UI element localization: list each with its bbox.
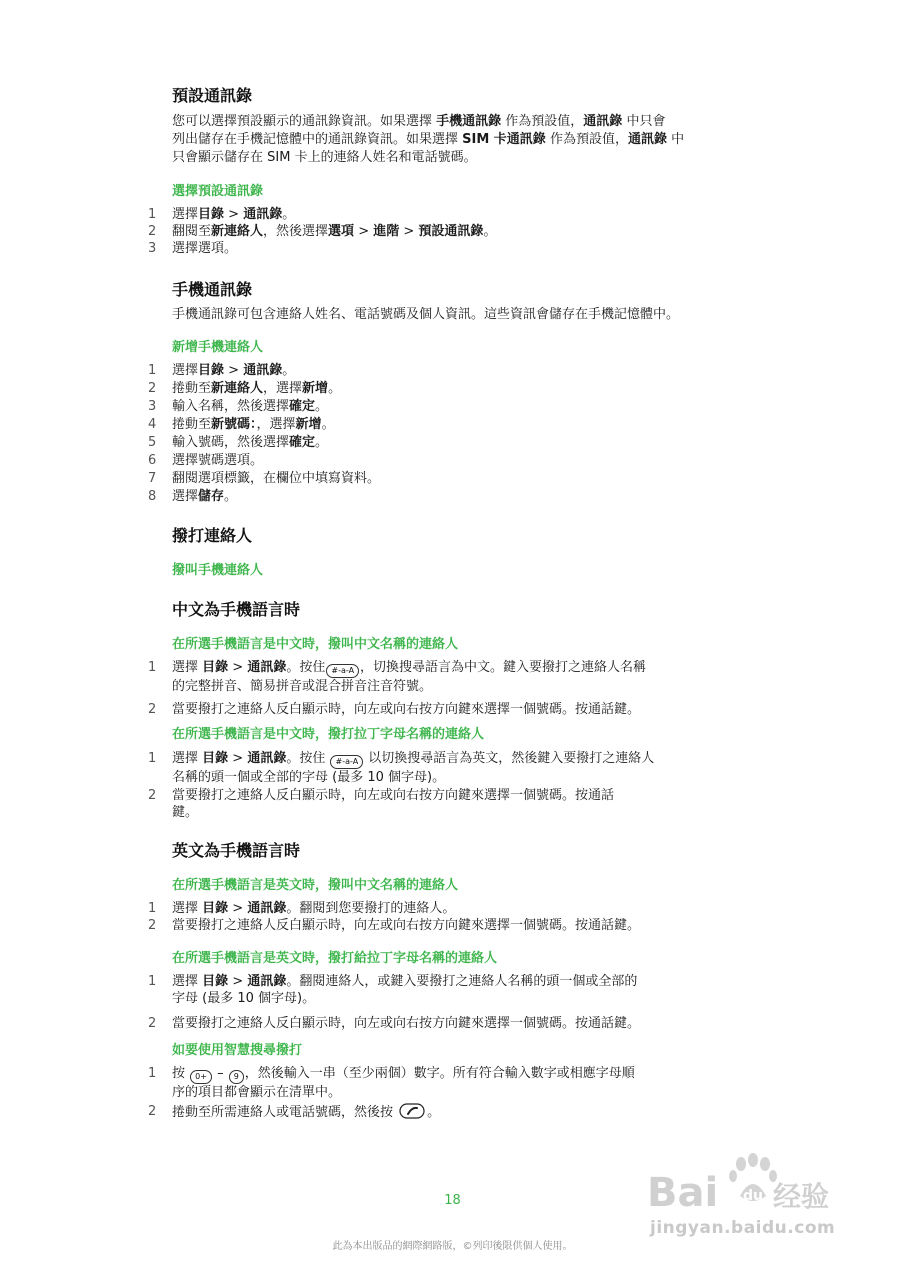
bold-term: 確定 [289, 399, 316, 414]
step-number: 3 [148, 241, 157, 256]
intro-default-contacts [172, 113, 772, 167]
step-text [172, 206, 295, 223]
text-line: 捲動至新號碼：，選擇新增。 [172, 417, 335, 432]
step-number: 1 [148, 974, 157, 989]
step-number: 8 [148, 489, 157, 504]
text-line: 選擇 目錄 > 通訊錄。按住 #-a-A ，切換搜尋語言為中文。鍵入要撥打之連絡人名稱 [172, 659, 646, 678]
step-number: 2 [148, 381, 157, 396]
text-line: 捲動至所需連絡人或電話號碼，然後按 。 [172, 1105, 441, 1120]
step-item [148, 787, 748, 821]
step-item [148, 900, 748, 917]
text-line: 當要撥打之連絡人反白顯示時，向左或向右按方向鍵來選擇一個號碼。按通話鍵。 [172, 1016, 641, 1031]
bold-term: 確定 [289, 435, 316, 450]
text-line: 您可以選擇預設顯示的通訊錄資訊。如果選擇 手機通訊錄 作為預設值，通訊錄 中只會 [172, 114, 666, 129]
bold-term: 通訊錄 [247, 660, 287, 675]
step-item [148, 240, 748, 257]
step-text [172, 398, 328, 415]
step-number: 2 [148, 1016, 157, 1031]
step-number: 1 [148, 1066, 157, 1081]
keypad-key-icon: #-a-A [326, 664, 359, 678]
text-line: 選擇號碼選項。 [172, 453, 264, 468]
bold-term: 通訊錄 [627, 132, 667, 147]
step-item [148, 452, 748, 469]
step-text [172, 917, 640, 934]
step-text [172, 659, 646, 695]
step-text [172, 701, 640, 718]
text-line: 鍵。 [172, 805, 199, 820]
bold-term: 通訊錄 [247, 751, 287, 766]
bold-term: 通訊錄 [243, 363, 283, 378]
keypad-key-icon: #-a-A [330, 755, 363, 769]
step-number: 2 [148, 918, 157, 933]
bold-term: SIM 卡通訊錄 [462, 132, 546, 147]
step-text [172, 787, 614, 821]
step-text [172, 452, 263, 469]
footer-notice: 此為本出版品的網際網路版，©列印後限供個人使用。 [332, 1241, 573, 1252]
step-text [172, 973, 637, 1007]
text-line: 捲動至新連絡人，選擇新增。 [172, 381, 342, 396]
step-item [148, 750, 748, 784]
bold-term: 通訊錄 [243, 207, 283, 222]
step-text [172, 362, 295, 379]
step-item [148, 434, 748, 451]
heading-call-contacts: 撥打連絡人 [172, 526, 253, 545]
step-text [172, 1065, 635, 1101]
text-line: 序的項目都會顯示在清單中。 [172, 1085, 342, 1100]
watermark-url: jingyan.baidu.com [650, 1218, 836, 1238]
subheading-english-call-latin: 在所選手機語言是英文時，撥打給拉丁字母名稱的連絡人 [172, 951, 498, 966]
text-line: 當要撥打之連絡人反白顯示時，向左或向右按方向鍵來選擇一個號碼。按通話鍵。 [172, 918, 641, 933]
text-line: 選擇 目錄 > 通訊錄。翻閱連絡人，或鍵入要撥打之連絡人名稱的頭一個或全部的 [172, 974, 638, 989]
text-line: 名稱的頭一個或全部的字母 (最多 10 個字母)。 [172, 770, 446, 785]
step-item [148, 1103, 748, 1120]
baidu-watermark-logo [645, 1150, 855, 1216]
keypad-key-icon: 0+ [190, 1070, 212, 1084]
step-text [172, 750, 654, 786]
step-number: 1 [148, 363, 157, 378]
step-number: 1 [148, 901, 157, 916]
text-line: 的完整拼音、簡易拼音或混合拼音注音符號。 [172, 679, 433, 694]
step-text [172, 434, 328, 451]
step-item [148, 223, 748, 240]
bold-term: 選項 [328, 224, 355, 239]
bold-term: 進階 [373, 224, 400, 239]
step-number: 2 [148, 788, 157, 803]
bold-term: 手機通訊錄 [436, 114, 502, 129]
text-line: 翻閱至新連絡人，然後選擇選項 > 進階 > 預設通訊錄。 [172, 224, 497, 239]
step-text [172, 416, 335, 433]
bold-term: 目錄 [202, 901, 229, 916]
svg-text:Bai: Bai [647, 1170, 719, 1216]
subheading-call-phone-contact: 撥叫手機連絡人 [172, 563, 264, 578]
step-item [148, 973, 748, 1007]
text-line: 按 0+ – 9 ，然後輸入一串（至少兩個）數字。所有符合輸入數字或相應字母順 [172, 1065, 635, 1084]
bold-term: 新連絡人 [211, 224, 264, 239]
step-number: 2 [148, 1104, 157, 1119]
step-item [148, 380, 748, 397]
step-number: 2 [148, 702, 157, 717]
text-line: 當要撥打之連絡人反白顯示時，向左或向右按方向鍵來選擇一個號碼。按通話鍵。 [172, 702, 641, 717]
step-number: 4 [148, 417, 157, 432]
step-number: 2 [148, 224, 157, 239]
step-number: 7 [148, 471, 157, 486]
bold-term: 目錄 [202, 751, 229, 766]
text-line: 手機通訊錄可包含連絡人姓名、電話號碼及個人資訊。這些資訊會儲存在手機記憶體中。 [172, 307, 680, 322]
text-line: 當要撥打之連絡人反白顯示時，向左或向右按方向鍵來選擇一個號碼。按通話 [172, 788, 615, 803]
step-text [172, 380, 341, 397]
bold-term: 新增 [295, 417, 322, 432]
step-number: 3 [148, 399, 157, 414]
step-text [172, 240, 237, 257]
step-number: 6 [148, 453, 157, 468]
subheading-smart-search: 如要使用智慧搜尋撥打 [172, 1043, 303, 1058]
text-line: 選擇選項。 [172, 241, 238, 256]
page-number: 18 [444, 1193, 461, 1208]
step-text [172, 223, 496, 240]
bold-term: 目錄 [198, 363, 225, 378]
step-item [148, 1015, 748, 1032]
step-number: 1 [148, 751, 157, 766]
text-line: 選擇目錄 > 通訊錄。 [172, 207, 296, 222]
text-line: 選擇目錄 > 通訊錄。 [172, 363, 296, 378]
subheading-english-call-chinese: 在所選手機語言是英文時，撥叫中文名稱的連絡人 [172, 878, 459, 893]
text-line: 選擇儲存。 [172, 489, 238, 504]
step-number: 1 [148, 207, 157, 222]
text-line: 輸入號碼，然後選擇確定。 [172, 435, 329, 450]
text-line: 只會顯示儲存在 SIM 卡上的連絡人姓名和電話號碼。 [172, 150, 477, 165]
step-text [172, 900, 455, 917]
subheading-select-default: 選擇預設通訊錄 [172, 184, 264, 199]
step-item [148, 1065, 748, 1099]
step-item [148, 488, 748, 505]
step-item [148, 416, 748, 433]
heading-english-language: 英文為手機語言時 [172, 841, 301, 860]
bold-term: 新連絡人 [211, 381, 264, 396]
bold-term: 通訊錄 [583, 114, 623, 129]
step-text [172, 470, 380, 487]
heading-chinese-language: 中文為手機語言時 [172, 600, 301, 619]
subheading-chinese-call-chinese: 在所選手機語言是中文時，撥叫中文名稱的連絡人 [172, 637, 459, 652]
text-line: 輸入名稱，然後選擇確定。 [172, 399, 329, 414]
intro-phone-contacts [172, 306, 772, 324]
text-line: 選擇 目錄 > 通訊錄。按住 #-a-A 以切換搜尋語言為英文，然後鍵入要撥打之連絡人 [172, 750, 654, 769]
svg-text:经验: 经验 [773, 1180, 830, 1213]
step-item [148, 701, 748, 718]
step-number: 1 [148, 660, 157, 675]
step-item [148, 206, 748, 223]
keypad-key-icon: 9 [229, 1070, 244, 1084]
step-item [148, 917, 748, 934]
step-text [172, 1103, 440, 1121]
step-number: 5 [148, 435, 157, 450]
heading-phone-contacts: 手機通訊錄 [172, 280, 253, 299]
bold-term: 儲存 [198, 489, 225, 504]
text-line: 字母 (最多 10 個字母)。 [172, 991, 316, 1006]
bold-term: 預設通訊錄 [418, 224, 484, 239]
step-text [172, 1015, 640, 1032]
svg-text:du: du [743, 1188, 763, 1204]
heading-default-contacts: 預設通訊錄 [172, 86, 253, 105]
step-item [148, 659, 748, 693]
bold-term: 目錄 [202, 974, 229, 989]
step-item [148, 470, 748, 487]
subheading-chinese-call-latin: 在所選手機語言是中文時，撥打拉丁字母名稱的連絡人 [172, 727, 485, 742]
text-line: 翻閱選項標籤，在欄位中填寫資料。 [172, 471, 381, 486]
subheading-add-contact: 新增手機連絡人 [172, 340, 264, 355]
step-item [148, 398, 748, 415]
text-line: 選擇 目錄 > 通訊錄。翻閱到您要撥打的連絡人。 [172, 901, 456, 916]
step-item [148, 362, 748, 379]
text-line: 列出儲存在手機記憶體中的通訊錄資訊。如果選擇 SIM 卡通訊錄 作為預設值，通訊錄 中 [172, 132, 685, 147]
bold-term: 新號碼： [211, 417, 257, 432]
bold-term: 目錄 [198, 207, 225, 222]
bold-term: 通訊錄 [247, 901, 287, 916]
bold-term: 目錄 [202, 660, 229, 675]
bold-term: 通訊錄 [247, 974, 287, 989]
step-text [172, 488, 237, 505]
bold-term: 新增 [302, 381, 329, 396]
call-key-icon [399, 1103, 425, 1119]
